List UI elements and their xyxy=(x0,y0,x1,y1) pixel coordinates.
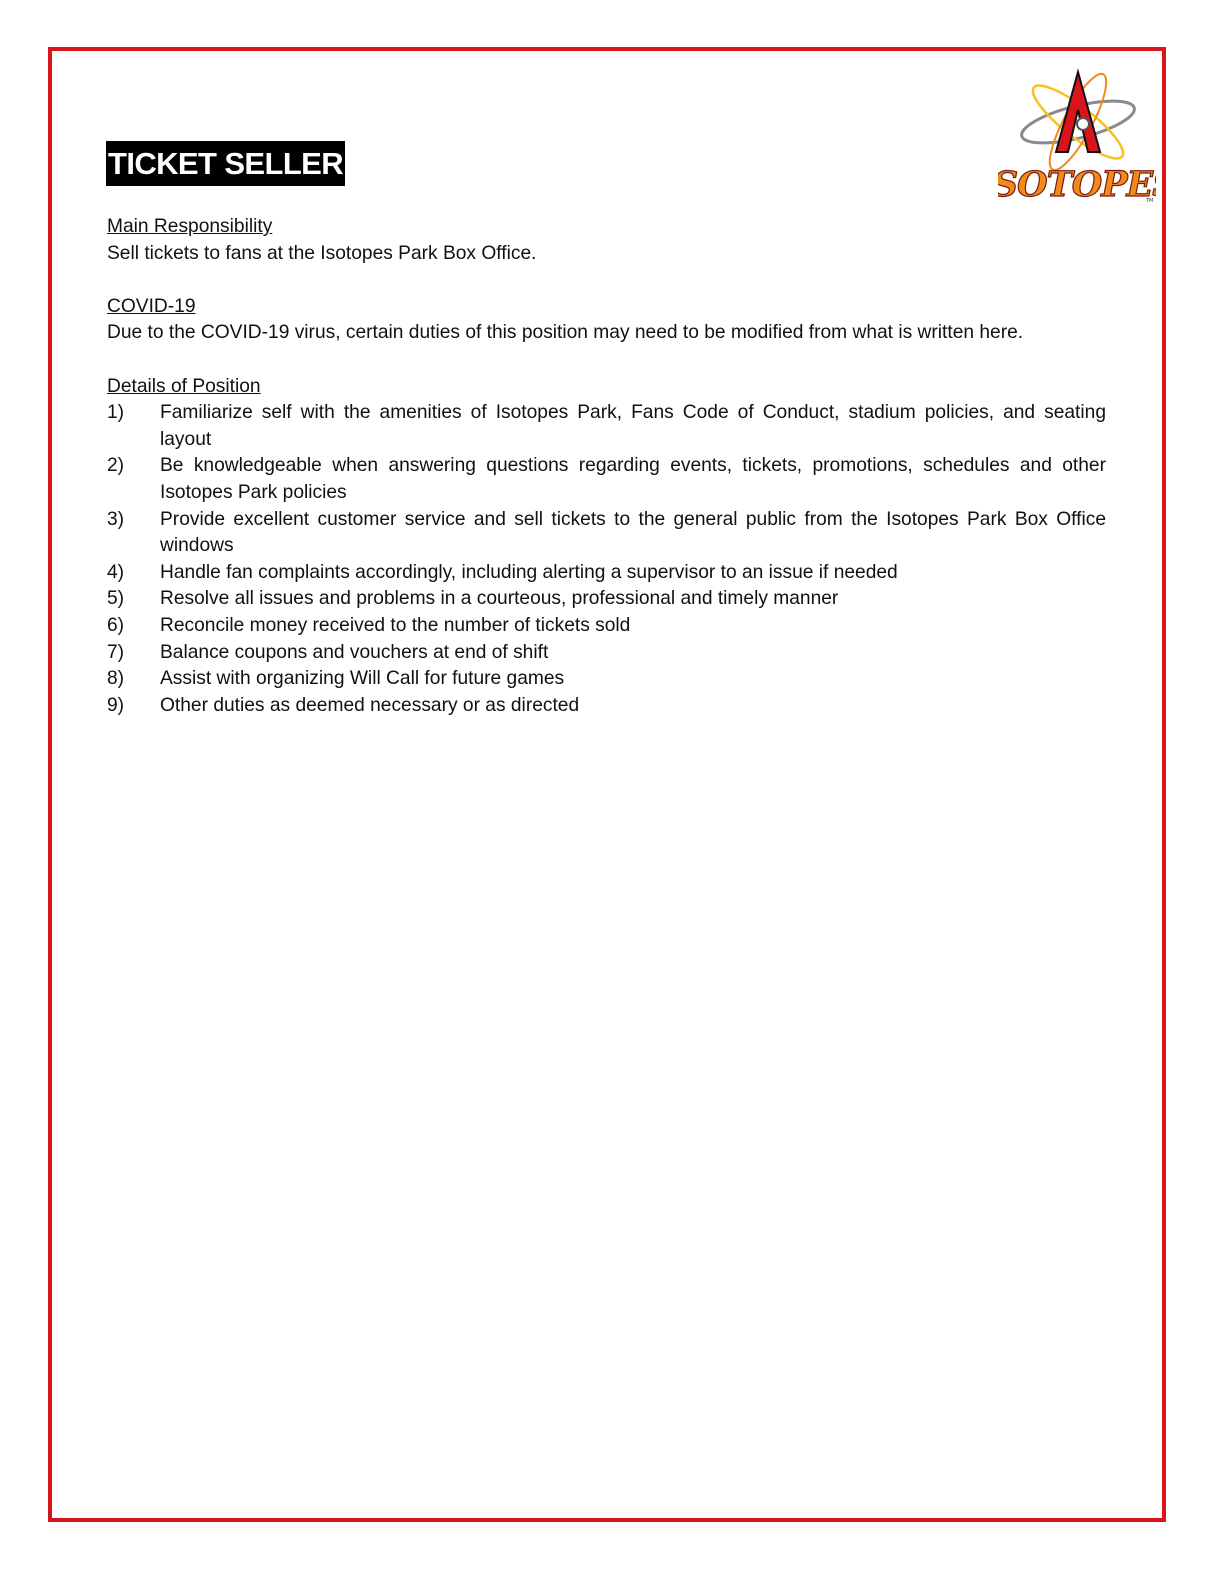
details-heading: Details of Position xyxy=(107,375,261,397)
list-item-number: 9) xyxy=(107,694,125,716)
list-item-number: 4) xyxy=(107,561,125,583)
list-item-text: Be knowledgeable when answering questions regarding events, tickets, promotions, schedules and other Isotopes Park policies xyxy=(160,455,1106,503)
covid-section xyxy=(107,294,1106,347)
details-list xyxy=(107,400,1106,719)
list-item xyxy=(107,666,1106,693)
list-item xyxy=(107,560,1106,587)
page-title: TICKET SELLER xyxy=(106,141,345,186)
covid-text: Due to the COVID-19 virus, certain duties of this position may need to be modified from what is written here. xyxy=(107,322,1024,344)
document-body xyxy=(107,214,1106,719)
list-item xyxy=(107,507,1106,560)
list-item-number: 7) xyxy=(107,641,125,663)
list-item xyxy=(107,400,1106,453)
main-responsibility-heading: Main Responsibility xyxy=(107,216,273,237)
list-item-text: Resolve all issues and problems in a courteous, professional and timely manner xyxy=(160,588,839,610)
svg-text:TM: TM xyxy=(1146,198,1154,204)
list-item-text: Provide excellent customer service and sell tickets to the general public from the Isotopes Park Box Office windows xyxy=(160,508,1106,557)
main-responsibility-section xyxy=(107,214,1106,267)
list-item xyxy=(107,453,1106,506)
list-item xyxy=(107,586,1106,613)
list-item xyxy=(107,613,1106,640)
covid-heading: COVID-19 xyxy=(107,295,196,317)
main-responsibility-text: Sell tickets to fans at the Isotopes Park Box Office. xyxy=(107,242,537,264)
list-item-number: 8) xyxy=(107,668,125,690)
list-item xyxy=(107,693,1106,720)
isotopes-logo xyxy=(998,62,1156,212)
list-item xyxy=(107,640,1106,667)
list-item-number: 6) xyxy=(107,614,125,636)
list-item-number: 3) xyxy=(107,508,125,530)
list-item-text: Assist with organizing Will Call for future games xyxy=(160,668,565,690)
list-item-text: Familiarize self with the amenities of Isotopes Park, Fans Code of Conduct, stadium policies, and seating layout xyxy=(160,402,1106,450)
details-section xyxy=(107,374,1106,720)
list-item-number: 5) xyxy=(107,588,125,610)
list-item-number: 1) xyxy=(107,402,125,424)
list-item-text: Reconcile money received to the number of tickets sold xyxy=(160,614,631,636)
list-item-text: Other duties as deemed necessary or as directed xyxy=(160,694,580,716)
list-item-number: 2) xyxy=(107,455,125,477)
list-item-text: Balance coupons and vouchers at end of shift xyxy=(160,641,549,663)
isotopes-logo-graphic xyxy=(998,62,1156,212)
svg-text:ISOTOPES: OTOPE xyxy=(1017,164,1153,205)
list-item-text: Handle fan complaints accordingly, including alerting a supervisor to an issue if needed xyxy=(160,561,898,583)
